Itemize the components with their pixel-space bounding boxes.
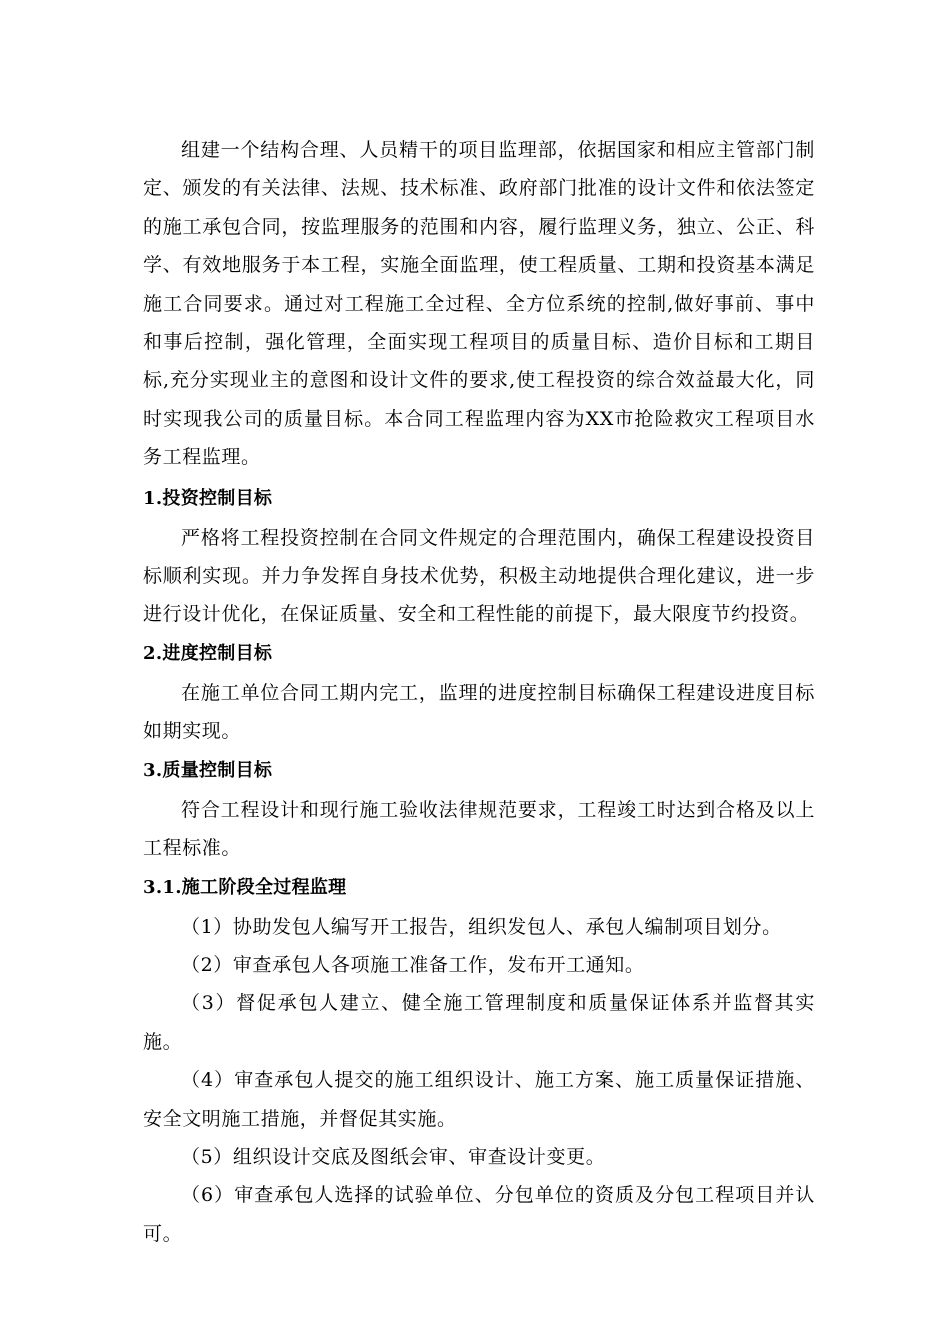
intro-paragraph: 组建一个结构合理、人员精干的项目监理部，依据国家和相应主管部门制定、颁发的有关法律、法规、技术标准、政府部门批准的设计文件和依法签定的施工承包合同，按监理服务的范围和内容，履行监理义务，独立、公正、科学、有效地服务于本工程，实施全面监理，使工程质量、工期和投资基本满足施工合同要求。通过对工程施工全过程、全方位系统的控制,做好事前、事中和事后控制，强化管理，全面实现工程项目的质量目标、造价目标和工期目标,充分实现业主的意图和设计文件的要求,使工程投资的综合效益最大化，同时实现我公司的质量目标。本合同工程监理内容为XX市抢险救灾工程项目水务工程监理。	[143, 139, 815, 469]
list-item: （3）督促承包人建立、健全施工管理制度和质量保证体系并监督其实施。	[143, 992, 815, 1053]
subsection-heading-supervision: 3.1.施工阶段全过程监理	[143, 876, 347, 898]
list-item: （2）审查承包人各项施工准备工作，发布开工通知。	[181, 953, 645, 976]
section-heading-investment: 1.投资控制目标	[143, 487, 273, 509]
section-heading-schedule: 2.进度控制目标	[143, 642, 273, 664]
section-body-quality: 符合工程设计和现行施工验收法律规范要求，工程竣工时达到合格及以上工程标准。	[143, 798, 815, 860]
section-body-schedule: 在施工单位合同工期内完工，监理的进度控制目标确保工程建设进度目标如期实现。	[143, 681, 815, 743]
list-item: （1）协助发包人编写开工报告，组织发包人、承包人编制项目划分。	[181, 915, 782, 938]
list-item: （5）组织设计交底及图纸会审、审查设计变更。	[181, 1145, 606, 1168]
section-heading-quality: 3.质量控制目标	[143, 759, 273, 781]
list-item: （6）审查承包人选择的试验单位、分包单位的资质及分包工程项目并认可。	[143, 1184, 815, 1245]
document-body	[143, 131, 815, 1253]
list-item: （4）审查承包人提交的施工组织设计、施工方案、施工质量保证措施、安全文明施工措施，并督促其实施。	[143, 1069, 815, 1130]
section-body-investment: 严格将工程投资控制在合同文件规定的合理范围内，确保工程建设投资目标顺利实现。并力争发挥自身技术优势，积极主动地提供合理化建议，进一步进行设计优化，在保证质量、安全和工程性能的前提下，最大限度节约投资。	[143, 526, 815, 626]
